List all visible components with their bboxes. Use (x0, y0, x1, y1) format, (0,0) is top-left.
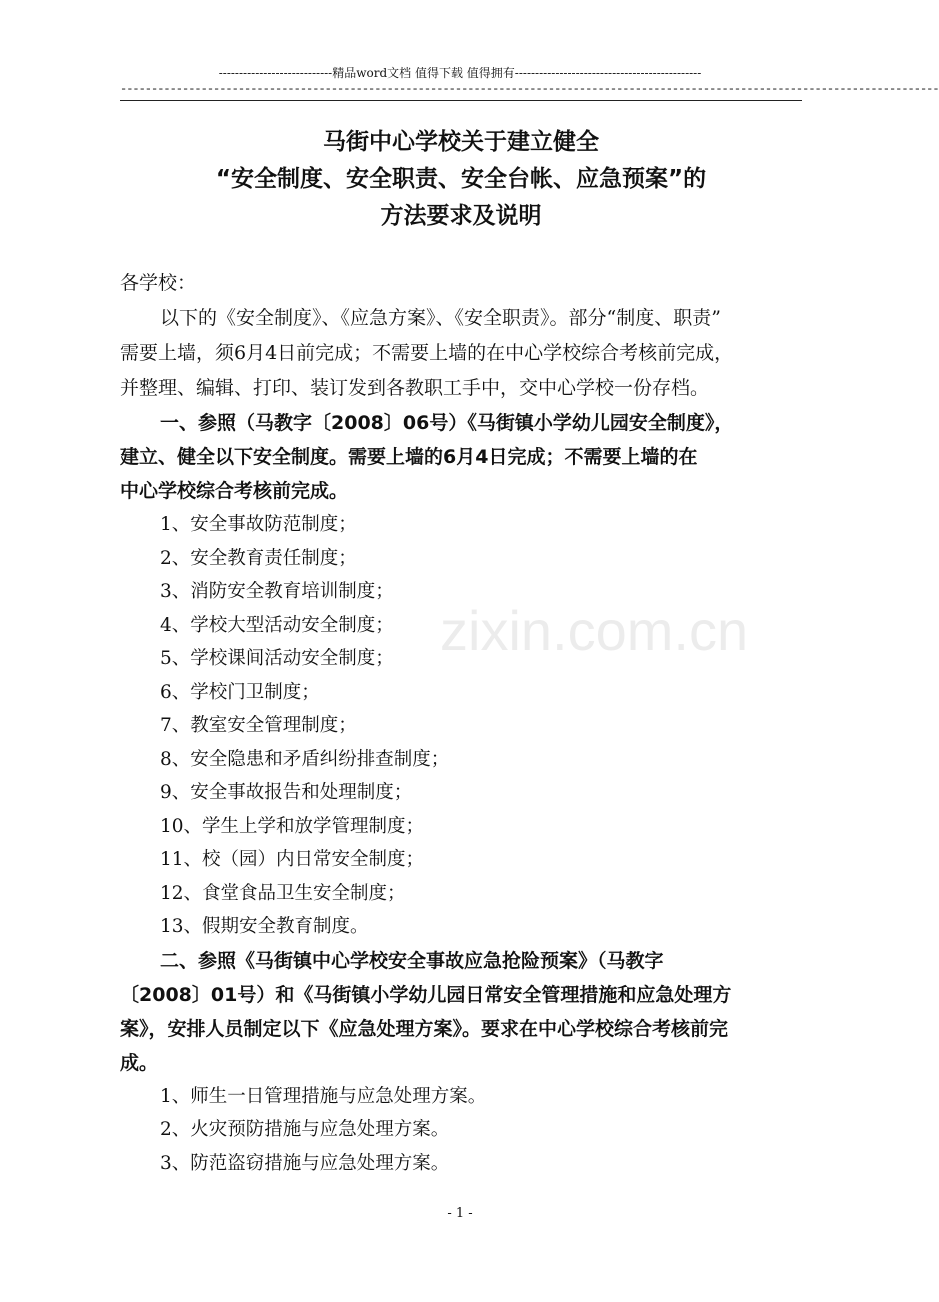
document-title (120, 124, 802, 235)
title-line-3: 方法要求及说明 (380, 203, 542, 229)
list-item: 6、学校门卫制度； (160, 681, 320, 703)
list-item: 3、消防安全教育培训制度； (160, 581, 394, 602)
list-item: 3、防范盗窃措施与应急处理方案。 (160, 1152, 450, 1174)
list-item: 7、教室安全管理制度； (160, 715, 357, 736)
section-1-line-2: 建立、健全以下安全制度。需要上墙的6月4日完成；不需要上墙的在 (120, 446, 698, 468)
header-rule (120, 100, 802, 101)
intro-paragraph (120, 301, 802, 406)
list-item: 1、师生一日管理措施与应急处理方案。 (160, 1085, 487, 1107)
section-1-line-3: 中心学校综合考核前完成。 (120, 480, 349, 502)
section-2-line-1: 二、参照《马街镇中心学校安全事故应急抢险预案》（马教字 (160, 949, 664, 972)
list-item: 9、安全事故报告和处理制度； (160, 782, 413, 803)
greeting: 各学校： (120, 272, 197, 294)
list-item: 11、校（园）内日常安全制度； (160, 849, 425, 870)
list-item: 13、假期安全教育制度。 (160, 916, 369, 937)
list-item: 2、安全教育责任制度； (160, 547, 357, 569)
list-item: 5、学校课间活动安全制度； (160, 648, 394, 669)
header-dash-line: ------------------------------------------------------------------------------------------------------------------------------------ (120, 82, 939, 96)
section-2-heading (120, 944, 802, 1080)
section-1-line-1: 一、参照（马教字〔2008〕06号）《马街镇小学幼儿园安全制度》， (160, 412, 734, 434)
list-item: 4、学校大型活动安全制度； (160, 614, 394, 636)
section-2-line-3: 案》，安排人员制定以下《应急处理方案》。要求在中心学校综合考核前完 (120, 1017, 729, 1040)
section-2-line-4: 成。 (120, 1051, 159, 1074)
section-2-line-2: 〔2008〕01号）和《马街镇小学幼儿园日常安全管理措施和应急处理方 (120, 983, 732, 1006)
list-item: 2、火灾预防措施与应急处理方案。 (160, 1119, 450, 1140)
list-item: 12、食堂食品卫生安全制度； (160, 882, 406, 904)
section-1-heading (120, 406, 802, 508)
title-line-2: “安全制度、安全职责、安全台帐、应急预案”的 (215, 166, 707, 192)
intro-line-2: 需要上墙，须6月4日前完成；不需要上墙的在中心学校综合考核前完成， (120, 342, 734, 364)
watermark: zixin.com.cn (440, 599, 749, 662)
page-header: ----------------------------精品word文档 值得下载 值得拥有---------------------------------------------- (218, 66, 702, 80)
document-body (120, 266, 802, 1180)
list-item: 1、安全事故防范制度； (160, 514, 357, 535)
intro-line-1: 以下的《安全制度》、《应急方案》、《安全职责》。部分“制度、职责” (160, 307, 721, 329)
list-item: 8、安全隐患和矛盾纠纷排查制度； (160, 748, 450, 770)
section-1-list (120, 508, 802, 944)
intro-line-3: 并整理、编辑、打印、装订发到各教职工手中，交中心学校一份存档。 (120, 377, 710, 399)
page-number: - 1 - (447, 1206, 473, 1221)
section-2-list (120, 1080, 802, 1181)
title-line-1: 马街中心学校关于建立健全 (323, 129, 599, 155)
list-item: 10、学生上学和放学管理制度； (160, 815, 425, 837)
